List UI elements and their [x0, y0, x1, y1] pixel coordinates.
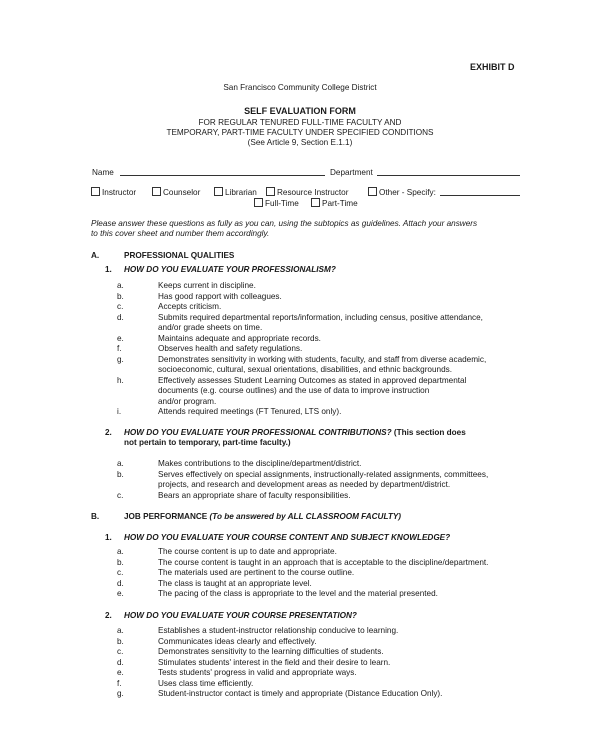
list-item-text: Submits required departmental reports/information, including census, positive attendance,: [158, 312, 483, 322]
list-item-text: Makes contributions to the discipline/department/district.: [158, 459, 362, 468]
list-item-letter: f.: [117, 344, 122, 353]
exhibit-label: EXHIBIT D: [470, 62, 515, 72]
list-item-letter: b.: [117, 291, 124, 301]
list-item-text: Student-instructor contact is timely and appropriate (Distance Education Only).: [158, 689, 443, 698]
list-item-letter: e.: [117, 589, 124, 598]
question-a1-text: HOW DO YOU EVALUATE YOUR PROFESSIONALISM?: [124, 265, 336, 274]
department-field[interactable]: [377, 175, 520, 176]
instructions-line-1: Please answer these questions as fully as you can, using the subtopics as guidelines. Attach your answers: [91, 219, 478, 228]
list-item-letter: e.: [117, 333, 124, 343]
list-item-text: Bears an appropriate share of faculty responsibilities.: [158, 490, 351, 500]
name-label: Name: [92, 168, 114, 177]
list-item-text: Observes health and safety regulations.: [158, 344, 303, 353]
counselor-label: Counselor: [163, 188, 201, 197]
question-a2-text-italic: HOW DO YOU EVALUATE YOUR PROFESSIONAL CONTRIBUTIONS?: [124, 428, 392, 437]
list-item-letter: a.: [117, 626, 124, 635]
resource-instructor-checkbox[interactable]: [266, 187, 348, 197]
full-time-label: Full-Time: [265, 199, 299, 208]
question-a2-text-line-2: not pertain to temporary, part-time faculty.): [124, 438, 291, 447]
instructor-checkbox[interactable]: [91, 187, 136, 197]
list-item-text: Stimulates students' interest in the field and their desire to learn.: [158, 657, 391, 667]
list-item-text: Uses class time efficiently.: [158, 678, 254, 688]
list-item-text: The course content is taught in an approach that is acceptable to the discipline/department.: [158, 557, 489, 567]
librarian-label: Librarian: [225, 188, 257, 197]
form-title: SELF EVALUATION FORM: [244, 106, 356, 116]
district-name: San Francisco Community College District: [223, 83, 377, 92]
question-b2-text: HOW DO YOU EVALUATE YOUR COURSE PRESENTATION?: [124, 611, 357, 620]
list-item-text: Has good rapport with colleagues.: [158, 291, 282, 301]
list-item-text: The course content is up to date and appropriate.: [158, 547, 337, 556]
list-item-letter: e.: [117, 668, 124, 677]
other-label: Other - Specify:: [379, 188, 436, 197]
list-item-text: Demonstrates sensitivity to the learning difficulties of students.: [158, 647, 384, 656]
list-item-text: documents (e.g. course outlines) and the use of data to improve instruction: [158, 386, 430, 395]
list-item-text: Attends required meetings (FT Tenured, LTS only).: [158, 407, 342, 416]
list-item-text: and/or program.: [158, 396, 217, 406]
section-b-title-text: JOB PERFORMANCE: [124, 512, 208, 521]
list-item-letter: a.: [117, 547, 124, 556]
librarian-checkbox[interactable]: [214, 187, 257, 197]
other-specify-field[interactable]: [440, 195, 520, 196]
department-label: Department: [330, 168, 373, 177]
question-b1-text: HOW DO YOU EVALUATE YOUR COURSE CONTENT AND SUBJECT KNOWLEDGE?: [124, 533, 451, 542]
list-item-text: Maintains adequate and appropriate records.: [158, 333, 321, 343]
question-b2-number: 2.: [105, 611, 112, 620]
list-item-letter: b.: [117, 636, 124, 646]
list-item-text: Demonstrates sensitivity in working with students, faculty, and staff from diverse academic,: [158, 354, 487, 364]
name-field[interactable]: [120, 175, 325, 176]
list-item-text: The materials used are pertinent to the course outline.: [158, 568, 355, 577]
part-time-label: Part-Time: [322, 199, 358, 208]
question-a2-text: [124, 428, 466, 437]
list-item-letter: b.: [117, 469, 124, 479]
other-checkbox[interactable]: [368, 187, 436, 197]
question-a1-number: 1.: [105, 265, 112, 274]
list-item-letter: h.: [117, 375, 124, 385]
list-item-text: Establishes a student-instructor relationship conducive to learning.: [158, 626, 399, 635]
list-item-text: projects, and research and development areas as needed by department/district.: [158, 480, 451, 489]
list-item-letter: a.: [117, 459, 124, 468]
list-item-text: Tests students' progress in valid and appropriate ways.: [158, 668, 357, 677]
list-item-text: Keeps current in discipline.: [158, 281, 256, 290]
full-time-checkbox[interactable]: [254, 198, 299, 208]
list-item-letter: c.: [117, 490, 124, 500]
instructions-line-2: to this cover sheet and number them accordingly.: [91, 229, 270, 238]
list-item-letter: b.: [117, 557, 124, 567]
list-item-text: Serves effectively on special assignments, instructionally-related assignments, committees,: [158, 469, 489, 479]
subtitle-line-1: FOR REGULAR TENURED FULL-TIME FACULTY AND: [198, 118, 402, 127]
list-item-letter: a.: [117, 281, 124, 290]
list-item-letter: f.: [117, 678, 122, 688]
question-b1-number: 1.: [105, 533, 112, 542]
list-item-letter: i.: [117, 407, 122, 416]
list-item-letter: g.: [117, 689, 124, 698]
section-b-letter: B.: [91, 512, 100, 521]
part-time-checkbox[interactable]: [311, 198, 358, 208]
counselor-checkbox[interactable]: [152, 187, 200, 197]
list-item-text: The class is taught at an appropriate level.: [158, 578, 312, 588]
section-b-title: [124, 512, 401, 521]
section-a-title: PROFESSIONAL QUALITIES: [124, 251, 235, 260]
list-item-letter: d.: [117, 578, 124, 588]
resource-instructor-label: Resource Instructor: [277, 188, 349, 197]
section-b-title-note: (To be answered by ALL CLASSROOM FACULTY): [209, 512, 402, 521]
list-item-text: Effectively assesses Student Learning Outcomes as stated in approved departmental: [158, 375, 467, 385]
list-item-letter: d.: [117, 657, 124, 667]
question-a2-number: 2.: [105, 428, 112, 437]
list-item-text: and/or grade sheets on time.: [158, 323, 263, 332]
list-item-text: Communicates ideas clearly and effectively.: [158, 636, 317, 646]
list-item-letter: d.: [117, 312, 124, 322]
list-item-text: Accepts criticism.: [158, 302, 222, 311]
instructor-label: Instructor: [102, 188, 137, 197]
section-a-letter: A.: [91, 251, 100, 260]
subtitle-line-3: (See Article 9, Section E.1.1): [247, 138, 353, 147]
list-item-text: The pacing of the class is appropriate to the level and the material presented.: [158, 589, 438, 598]
subtitle-line-2: TEMPORARY, PART-TIME FACULTY UNDER SPECIFIED CONDITIONS: [166, 128, 434, 137]
list-item-letter: c.: [117, 647, 124, 656]
list-item-text: socioeconomic, cultural, sexual orientations, disabilities, and ethnic backgrounds.: [158, 365, 453, 374]
list-item-letter: c.: [117, 568, 124, 577]
question-a2-text-note: (This section does: [391, 428, 466, 437]
list-item-letter: c.: [117, 302, 124, 311]
list-item-letter: g.: [117, 354, 124, 364]
